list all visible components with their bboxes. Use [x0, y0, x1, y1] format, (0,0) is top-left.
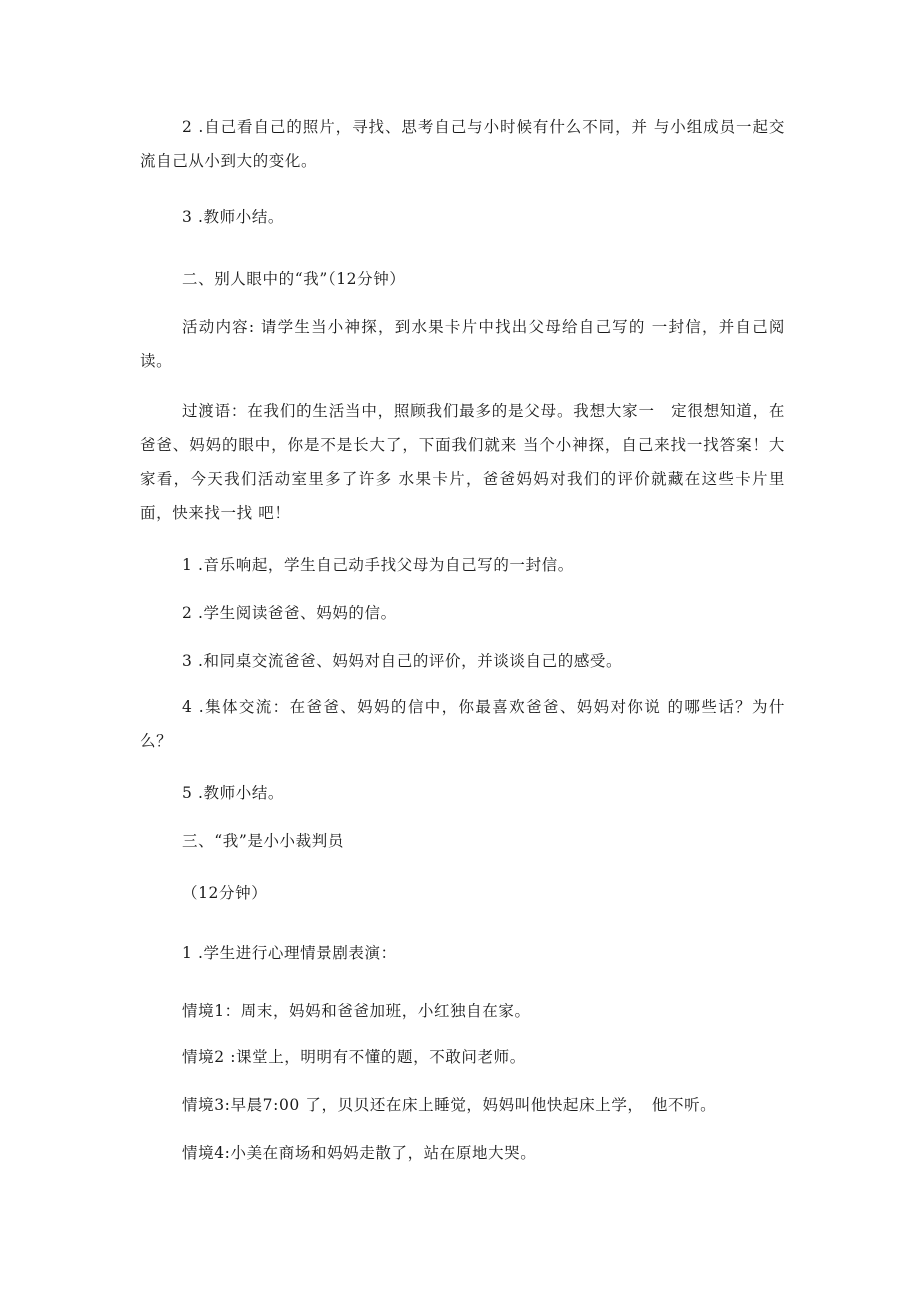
paragraph-photo-compare: 2 .自己看自己的照片，寻找、思考自己与小时候有什么不同，并 与小组成员一起交流自己从小到大的变化。 [140, 118, 785, 170]
section-heading-little-judge: 三、“我”是小小裁判员 [182, 832, 344, 850]
paragraph-activity-content: 活动内容: 请学生当小神探，到水果卡片中找出父母给自己写的 一封信，并自己阅读。 [140, 318, 785, 370]
section-heading-others-view: 二、别人眼中的“我”（12分钟） [182, 270, 406, 288]
paragraph-step-4: 4 .集体交流：在爸爸、妈妈的信中，你最喜欢爸爸、妈妈对你说 的哪些话？为什么？ [140, 698, 785, 750]
paragraph-teacher-summary-1: 3 .教师小结。 [182, 208, 285, 226]
scenario-4: 情境4:小美在商场和妈妈走散了，站在原地大哭。 [182, 1144, 537, 1162]
scenario-3: 情境3:早晨7:00 了，贝贝还在床上睡觉，妈妈叫他快起床上学， 他不听。 [182, 1096, 717, 1114]
scenario-1: 情境1：周末，妈妈和爸爸加班，小红独自在家。 [182, 1002, 531, 1020]
paragraph-step-3: 3 .和同桌交流爸爸、妈妈对自己的评价，并谈谈自己的感受。 [182, 652, 623, 670]
paragraph-transition: 过渡语：在我们的生活当中，照顾我们最多的是父母。我想大家一 定很想知道，在爸爸、妈妈的眼中，你是不是长大了，下面我们就来 当个小神探，自己来找一找答案！大家看，今天我们活动室里多了许多 水果卡片，爸爸妈妈对我们的评价就藏在这些卡片里面，快来找一找 吧！ [140, 402, 785, 522]
scenario-2: 情境2 :课堂上，明明有不懂的题，不敢问老师。 [182, 1048, 526, 1066]
paragraph-drama-performance: 1 .学生进行心理情景剧表演： [182, 944, 397, 962]
paragraph-teacher-summary-2: 5 .教师小结。 [182, 784, 285, 802]
paragraph-step-2: 2 .学生阅读爸爸、妈妈的信。 [182, 604, 397, 622]
paragraph-step-1: 1 .音乐响起，学生自己动手找父母为自己写的一封信。 [182, 556, 574, 574]
section-duration: （12分钟） [182, 884, 268, 902]
